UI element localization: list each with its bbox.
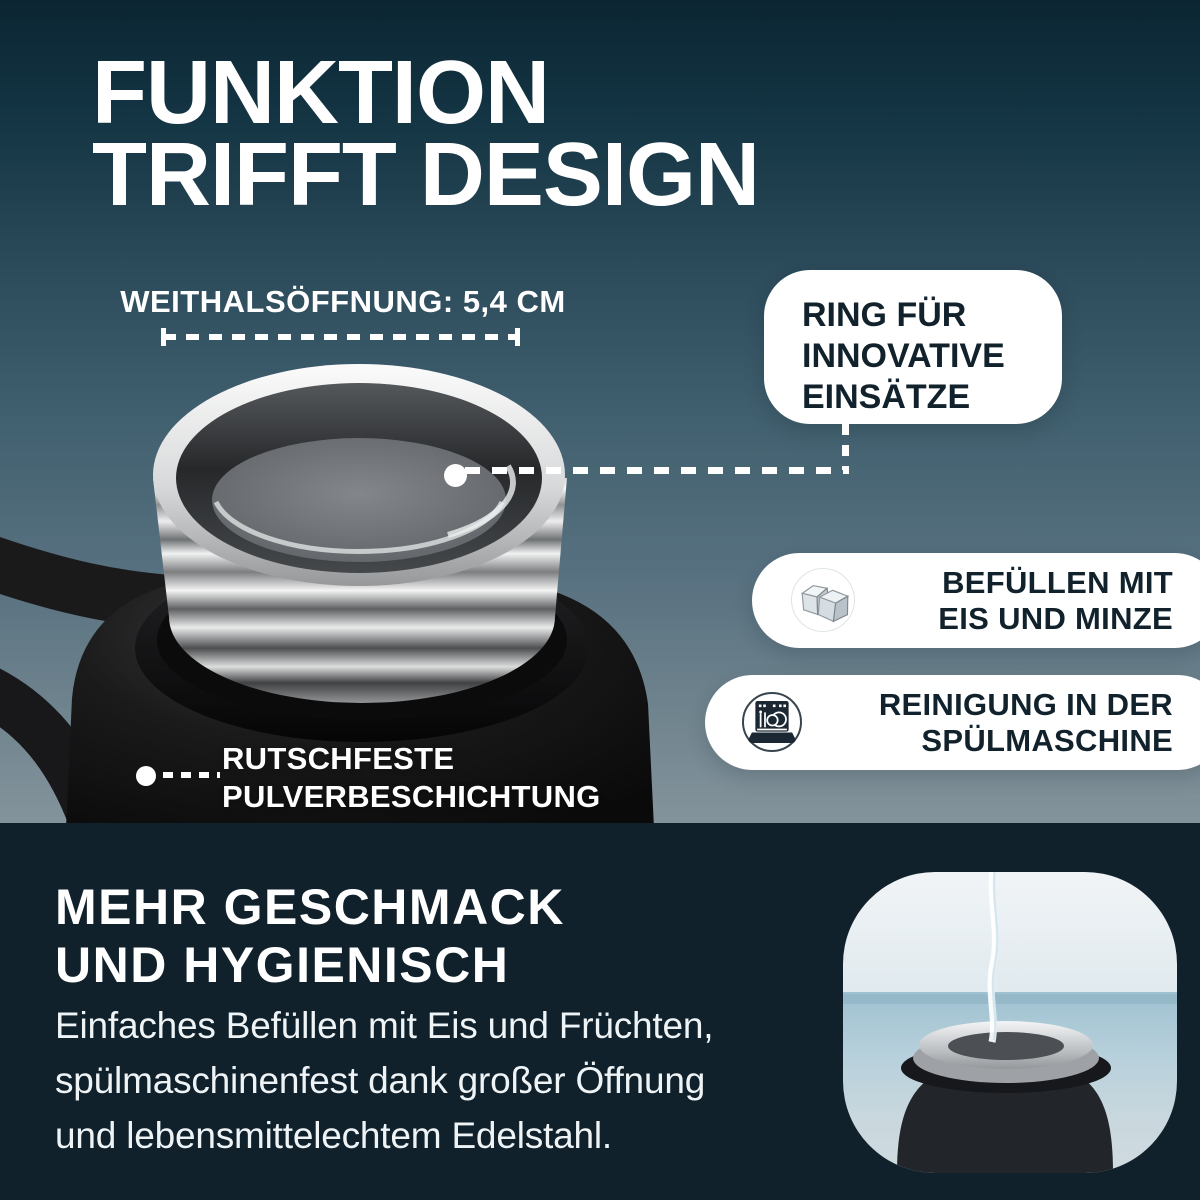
bottom-paragraph-line-3: und lebensmittelechtem Edelstahl.: [55, 1115, 612, 1156]
bottle-interior-floor: [212, 438, 506, 562]
photo-bottle-opening: [948, 1032, 1064, 1060]
ring-leader-vertical: [842, 424, 849, 470]
callout-dishwasher-line-1: REINIGUNG IN DER: [878, 686, 1173, 722]
ring-leader-horizontal: [465, 467, 849, 474]
bottom-heading-line-2: UND HYGIENISCH: [55, 937, 510, 993]
callout-ring-line-3: EINSÄTZE: [802, 378, 971, 416]
callout-ring-line-2: INNOVATIVE: [802, 337, 1005, 375]
headline: [92, 43, 759, 225]
callout-ice-label: [938, 565, 1173, 637]
bottom-heading: [55, 878, 565, 994]
bottom-paragraph-line-2: spülmaschinenfest dank großer Öffnung: [55, 1060, 706, 1101]
ice-cubes-icon: [791, 568, 855, 632]
bottom-paragraph-line-1: Einfaches Befüllen mit Eis und Früchten,: [55, 1005, 714, 1046]
callout-dishwasher-line-2: SPÜLMASCHINE: [921, 722, 1173, 758]
callout-dishwasher: [705, 675, 1200, 770]
ruler-tick-left: [161, 328, 166, 346]
callout-dishwasher-label: [879, 687, 1173, 759]
coating-label: [222, 740, 601, 816]
callout-ring-insert: [764, 270, 1062, 424]
dishwasher-icon: [742, 692, 802, 752]
callout-ring-line-1: RING FÜR: [802, 296, 967, 334]
callout-ice-line-1: BEFÜLLEN MIT: [942, 564, 1173, 600]
bottom-heading-line-1: MEHR GESCHMACK: [55, 879, 565, 935]
measurement-ruler: [163, 334, 518, 340]
opening-width-label: WEITHALSÖFFNUNG: 5,4 CM: [120, 284, 566, 319]
coating-label-line-1: RUTSCHFESTE: [222, 741, 455, 776]
ring-leader-dot: [444, 464, 467, 487]
headline-line-2: TRIFFT DESIGN: [92, 125, 759, 225]
callout-ice-line-2: EIS UND MINZE: [938, 600, 1173, 636]
callout-ice-mint: [752, 553, 1200, 648]
ruler-tick-right: [515, 328, 520, 346]
bottom-paragraph: [55, 998, 713, 1163]
coating-label-line-2: PULVERBESCHICHTUNG: [222, 779, 601, 814]
coating-leader-dashes: [163, 772, 220, 778]
pouring-water-photo: [843, 872, 1177, 1173]
headline-line-1: FUNKTION: [92, 43, 549, 143]
coating-leader-dot: [136, 766, 156, 786]
